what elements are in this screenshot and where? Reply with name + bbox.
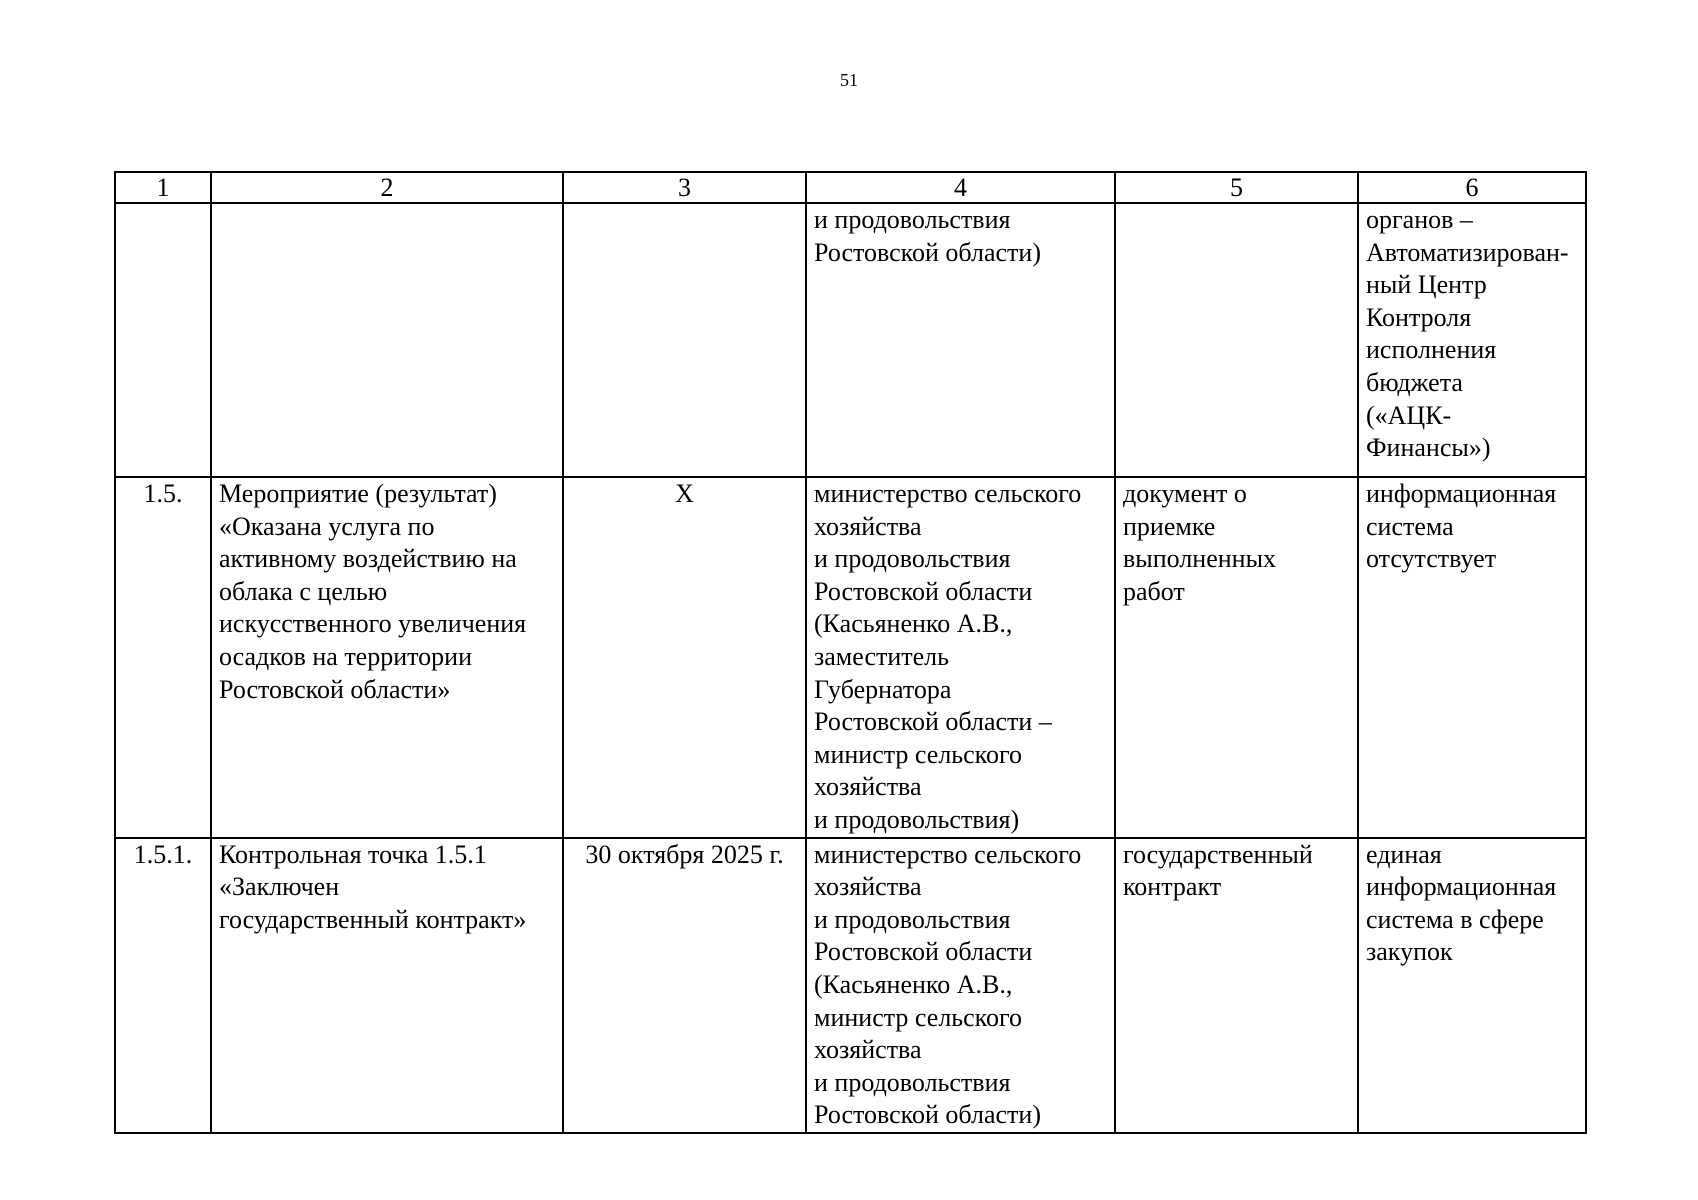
responsible-cell: министерство сельского хозяйства и продовольствия Ростовской области (Касьяненко А.В., министр сельского хозяйства и продовольствия Ростовской области) [806,838,1115,1133]
deadline-cell: 30 октября 2025 г. [563,838,806,1133]
event-name-cell: Контрольная точка 1.5.1 «Заключен государственный контракт» [211,838,563,1133]
responsible-cell: и продовольствия Ростовской области) [806,203,1115,477]
document-cell: документ о приемке выполненных работ [1115,477,1358,838]
deadline-cell [563,203,806,477]
info-system-cell: единая информационная система в сфере закупок [1358,838,1586,1133]
table-header-row [115,172,1586,203]
deadline-cell: Х [563,477,806,838]
row-number-cell: 1.5.1. [115,838,211,1133]
column-header-3: 3 [563,172,806,203]
responsible-cell: министерство сельского хозяйства и продовольствия Ростовской области (Касьяненко А.В., заместитель Губернатора Ростовской области – министр сельского хозяйства и продовольствия) [806,477,1115,838]
document-cell: государственный контракт [1115,838,1358,1133]
row-number-cell [115,203,211,477]
column-header-2: 2 [211,172,563,203]
column-header-4: 4 [806,172,1115,203]
column-header-6: 6 [1358,172,1586,203]
row-number-cell: 1.5. [115,477,211,838]
document-cell [1115,203,1358,477]
table-row [115,203,1586,477]
plan-table [114,171,1587,1134]
table-row [115,838,1586,1133]
info-system-cell: органов – Автоматизирован- ный Центр Контроля исполнения бюджета («АЦК- Финансы») [1358,203,1586,477]
event-name-cell [211,203,563,477]
page-number: 51 [840,70,858,90]
table-row [115,477,1586,838]
column-header-1: 1 [115,172,211,203]
event-name-cell: Мероприятие (результат) «Оказана услуга по активному воздействию на облака с целью искусственного увеличения осадков на территории Ростовской области» [211,477,563,838]
column-header-5: 5 [1115,172,1358,203]
info-system-cell: информационная система отсутствует [1358,477,1586,838]
